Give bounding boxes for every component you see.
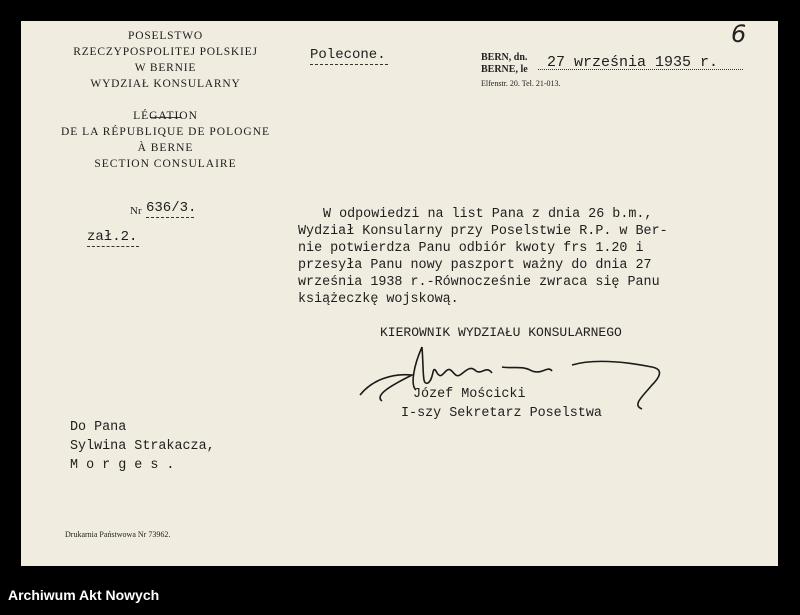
- page-number: 6: [731, 20, 747, 48]
- letter-date: 27 września 1935 r.: [547, 54, 719, 71]
- handwritten-signature: [352, 335, 672, 415]
- date-line: [538, 69, 743, 70]
- archive-label: Archiwum Akt Nowych: [8, 587, 160, 603]
- underline: [146, 217, 194, 218]
- body-line: W odpowiedzi na list Pana z dnia 26 b.m.,: [323, 207, 653, 222]
- signature-title: KIEROWNIK WYDZIAŁU KONSULARNEGO: [380, 325, 622, 340]
- letterhead-line: W BERNIE: [134, 62, 197, 74]
- letterhead-line: POSELSTWO: [128, 30, 203, 42]
- berne-le-label: BERNE, le: [481, 64, 528, 75]
- printer-imprint: Drukarnia Państwowa Nr 73962.: [65, 530, 171, 539]
- underline: [87, 246, 139, 247]
- letterhead-polish: [38, 28, 293, 92]
- body-line: przesyła Panu nowy paszport ważny do dnia 27: [298, 258, 652, 273]
- body-line: Wydział Konsularny przy Poselstwie R.P. w Ber-: [298, 224, 668, 239]
- body-line: książeczkę wojskową.: [298, 292, 459, 307]
- underline: [310, 64, 388, 65]
- registered-stamp: Polecone.: [310, 47, 386, 63]
- body-line: nie potwierdza Panu odbiór kwoty frs 1.20 i: [298, 241, 644, 256]
- letterhead-line: RZECZYPOSPOLITEJ POLSKIEJ: [73, 46, 258, 58]
- bern-dn-label: BERN, dn.: [481, 52, 528, 63]
- recipient-line: M o r g e s .: [70, 458, 175, 473]
- letterhead-line: SECTION CONSULAIRE: [94, 158, 237, 170]
- enclosure: zał.2.: [87, 229, 138, 245]
- letterhead-line: WYDZIAŁ KONSULARNY: [90, 78, 241, 90]
- signatory-name: Józef Mościcki: [413, 387, 526, 402]
- letterhead-line: DE LA RÉPUBLIQUE DE POLOGNE: [60, 126, 271, 138]
- signatory-position: I-szy Sekretarz Poselstwa: [401, 406, 602, 421]
- letterhead-line: À BERNE: [137, 142, 194, 154]
- letterhead-line: LÉGATION: [133, 110, 198, 122]
- recipient-line: Sylwina Strakacza,: [70, 439, 215, 454]
- address: Elfenstr. 20. Tel. 21-013.: [481, 79, 561, 88]
- letterhead-french: [38, 108, 293, 172]
- nr-label: Nr: [130, 205, 142, 217]
- recipient-line: Do Pana: [70, 420, 127, 435]
- body-line: września 1938 r.-Równocześnie zwraca się Panu: [298, 275, 660, 290]
- reference-number: 636/3.: [146, 200, 197, 216]
